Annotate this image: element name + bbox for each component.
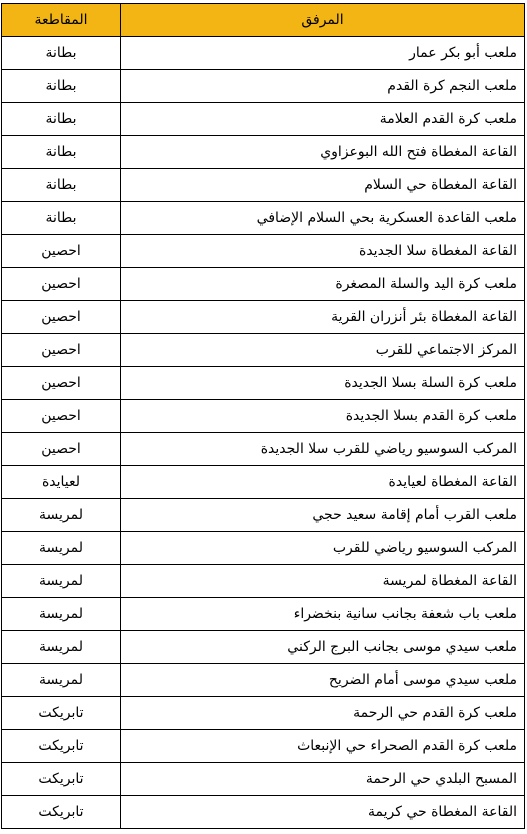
facility-cell: القاعة المغطاة حي السلام — [121, 169, 525, 202]
district-cell: احصين — [2, 367, 121, 400]
district-cell: بطانة — [2, 37, 121, 70]
district-cell: لمريسة — [2, 631, 121, 664]
facility-cell: ملعب أبو بكر عمار — [121, 37, 525, 70]
table-row — [2, 730, 525, 763]
facility-cell: ملعب النجم كرة القدم — [121, 70, 525, 103]
facility-cell: القاعة المغطاة بئر أنزران القرية — [121, 301, 525, 334]
district-cell: بطانة — [2, 136, 121, 169]
table-row — [2, 268, 525, 301]
table-row — [2, 598, 525, 631]
facility-cell: القاعة المغطاة لمريسة — [121, 565, 525, 598]
table-row — [2, 433, 525, 466]
facility-cell: ملعب كرة اليد والسلة المصغرة — [121, 268, 525, 301]
facility-cell: ملعب سيدي موسى أمام الضريح — [121, 664, 525, 697]
district-cell: لعيايدة — [2, 466, 121, 499]
table-header-row — [2, 4, 525, 37]
facilities-table-container — [1, 3, 524, 829]
district-cell: احصين — [2, 235, 121, 268]
facility-cell: ملعب كرة القدم بسلا الجديدة — [121, 400, 525, 433]
facility-cell: ملعب كرة القدم الصحراء حي الإنبعاث — [121, 730, 525, 763]
facilities-table — [1, 3, 525, 829]
district-cell: تابريكت — [2, 763, 121, 796]
table-row — [2, 499, 525, 532]
table-body — [2, 37, 525, 829]
district-cell: لمريسة — [2, 532, 121, 565]
table-row — [2, 763, 525, 796]
table-row — [2, 37, 525, 70]
district-cell: لمريسة — [2, 598, 121, 631]
facility-cell: المسبح البلدي حي الرحمة — [121, 763, 525, 796]
district-cell: احصين — [2, 301, 121, 334]
facility-cell: المركب السوسيو رياضي للقرب سلا الجديدة — [121, 433, 525, 466]
facility-cell: القاعة المغطاة فتح الله البوعزاوي — [121, 136, 525, 169]
district-cell: بطانة — [2, 169, 121, 202]
table-row — [2, 334, 525, 367]
table-row — [2, 103, 525, 136]
facility-cell: المركز الاجتماعي للقرب — [121, 334, 525, 367]
facility-cell: ملعب كرة القدم العلامة — [121, 103, 525, 136]
table-row — [2, 466, 525, 499]
table-row — [2, 532, 525, 565]
table-row — [2, 367, 525, 400]
district-cell: بطانة — [2, 202, 121, 235]
table-row — [2, 631, 525, 664]
district-cell: تابريكت — [2, 796, 121, 829]
facility-cell: ملعب كرة السلة بسلا الجديدة — [121, 367, 525, 400]
district-cell: احصين — [2, 268, 121, 301]
facility-cell: القاعة المغطاة حي كريمة — [121, 796, 525, 829]
facility-cell: ملعب القرب أمام إقامة سعيد حجي — [121, 499, 525, 532]
facility-cell: ملعب القاعدة العسكرية بحي السلام الإضافي — [121, 202, 525, 235]
district-cell: احصين — [2, 334, 121, 367]
facility-cell: القاعة المغطاة لعيايدة — [121, 466, 525, 499]
table-row — [2, 70, 525, 103]
district-cell: تابريكت — [2, 730, 121, 763]
table-row — [2, 169, 525, 202]
table-row — [2, 301, 525, 334]
district-cell: احصين — [2, 433, 121, 466]
table-row — [2, 235, 525, 268]
district-cell: لمريسة — [2, 664, 121, 697]
facility-cell: ملعب سيدي موسى بجانب البرج الركني — [121, 631, 525, 664]
district-cell: احصين — [2, 400, 121, 433]
district-cell: بطانة — [2, 70, 121, 103]
table-row — [2, 796, 525, 829]
facility-cell: ملعب كرة القدم حي الرحمة — [121, 697, 525, 730]
table-row — [2, 664, 525, 697]
district-cell: بطانة — [2, 103, 121, 136]
district-cell: تابريكت — [2, 697, 121, 730]
column-header-district: المقاطعة — [2, 4, 121, 37]
facility-cell: القاعة المغطاة سلا الجديدة — [121, 235, 525, 268]
facility-cell: المركب السوسيو رياضي للقرب — [121, 532, 525, 565]
table-row — [2, 565, 525, 598]
column-header-facility: المرفق — [121, 4, 525, 37]
table-row — [2, 136, 525, 169]
table-row — [2, 202, 525, 235]
district-cell: لمريسة — [2, 499, 121, 532]
facility-cell: ملعب باب شعفة بجانب سانية بنخضراء — [121, 598, 525, 631]
table-row — [2, 400, 525, 433]
district-cell: لمريسة — [2, 565, 121, 598]
table-row — [2, 697, 525, 730]
